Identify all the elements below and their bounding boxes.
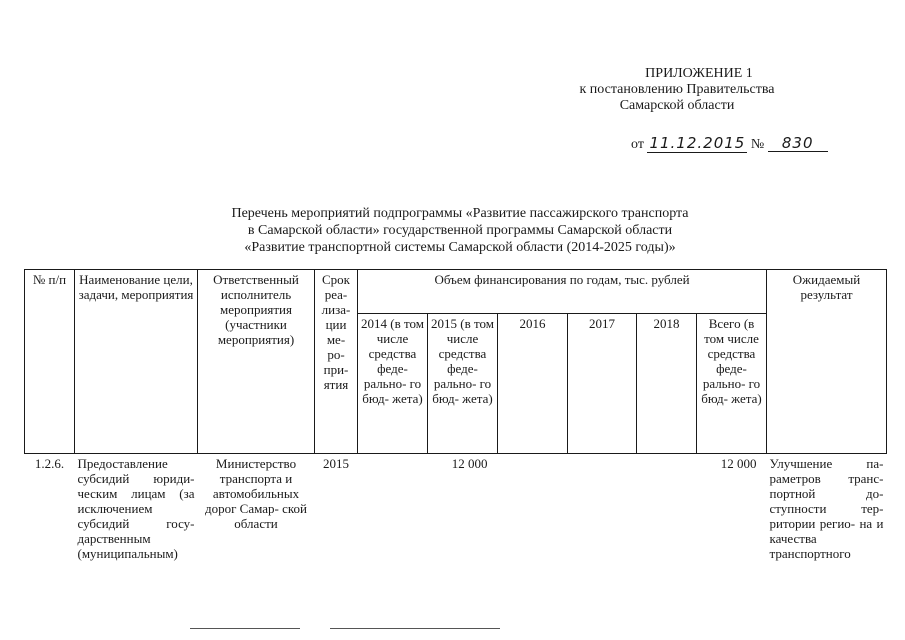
row-2016 [498, 454, 568, 564]
header-year-2015: 2015 (в том числе средства феде- рально- го бюд- жета) [428, 314, 498, 454]
header-term: Срок реа- лиза- ции ме- ро- при- ятия [315, 270, 358, 454]
appendix-block [562, 66, 792, 114]
row-2018 [637, 454, 697, 564]
row-term: 2015 [315, 454, 358, 564]
appendix-subtitle: к постановлению Правительства [579, 82, 775, 97]
row-name: Предоставление субсидий юриди- ческим лицам (за исключением субсидий госу- дарственным (муниципальным) [75, 454, 198, 564]
header-year-2014: 2014 (в том числе средства феде- рально- го бюд- жета) [358, 314, 428, 454]
decree-date-line [631, 135, 828, 153]
decree-date: 11.12.2015 [649, 134, 746, 152]
header-year-2017: 2017 [568, 314, 637, 454]
header-result: Ожидаемый результат [767, 270, 887, 454]
row-2014 [358, 454, 428, 564]
date-prefix: от [631, 137, 644, 152]
decree-number: 830 [768, 135, 828, 152]
measures-table [24, 269, 887, 563]
header-name: Наименование цели, задачи, мероприятия [75, 270, 198, 454]
appendix-title: ПРИЛОЖЕНИЕ 1 [645, 66, 753, 81]
header-year-2018: 2018 [637, 314, 697, 454]
document-title [150, 205, 770, 256]
table-row [25, 454, 887, 564]
header-funding: Объем финансирования по годам, тыс. рублей [358, 270, 767, 314]
footer-divider [190, 628, 300, 629]
header-num: № п/п [25, 270, 75, 454]
row-total: 12 000 [697, 454, 767, 564]
row-2015: 12 000 [428, 454, 498, 564]
row-2017 [568, 454, 637, 564]
footer-divider [330, 628, 500, 629]
title-line-3: «Развитие транспортной системы Самарской области (2014-2025 годы)» [244, 240, 676, 255]
title-line-1: Перечень мероприятий подпрограммы «Развитие пассажирского транспорта [231, 206, 689, 221]
row-executor: Министерство транспорта и автомобильных дорог Самар- ской области [198, 454, 315, 564]
appendix-region: Самарской области [619, 98, 735, 113]
header-year-2016: 2016 [498, 314, 568, 454]
header-executor: Ответственный исполнитель мероприятия (участники мероприятия) [198, 270, 315, 454]
number-prefix: № [750, 137, 765, 152]
title-line-2: в Самарской области» государственной программы Самарской области [247, 223, 673, 238]
row-num: 1.2.6. [25, 454, 75, 564]
header-total: Всего (в том числе средства феде- рально- го бюд- жета) [697, 314, 767, 454]
row-result: Улучшение па- раметров транс- портной до- ступности тер- ритории регио- на и качества транспортного [767, 454, 887, 564]
